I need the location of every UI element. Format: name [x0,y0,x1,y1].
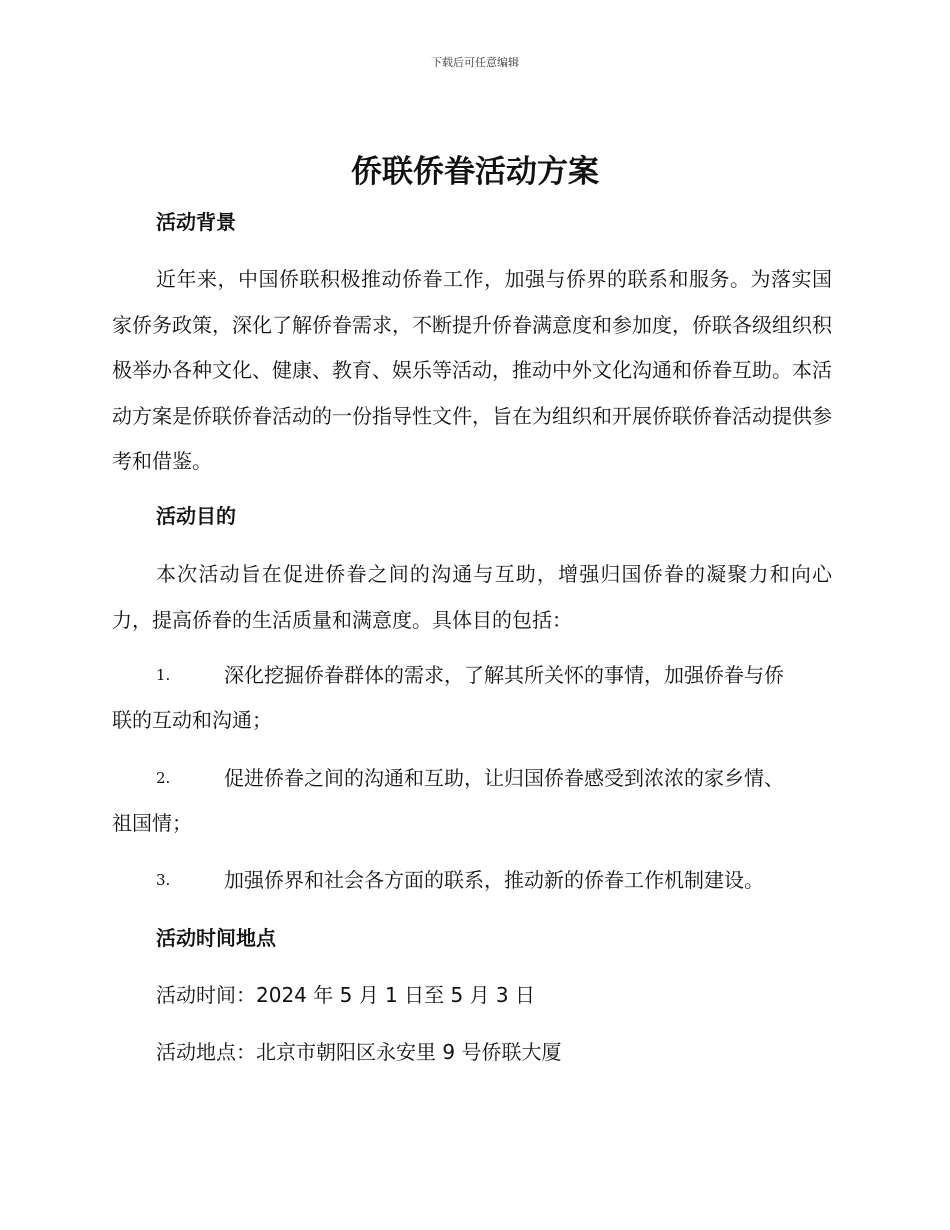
background-paragraph: 近年来，中国侨联积极推动侨眷工作，加强与侨界的联系和服务。为落实国家侨务政策，深化了解侨眷需求，不断提升侨眷满意度和参加度，侨联各级组织积极举办各种文化、健康、教育、娱乐等活动，推动中外文化沟通和侨眷互助。本活动方案是侨联侨眷活动的一份指导性文件，旨在为组织和开展侨联侨眷活动提供参考和借鉴。 [112,267,832,473]
header-note: 下载后可任意编辑 [431,56,519,69]
list-item-text: 加强侨界和社会各方面的联系，推动新的侨眷工作机制建设。 [224,868,764,892]
purpose-list-item-2 [112,756,832,846]
list-number: 1. [156,666,171,684]
activity-time: 活动时间：2024 年 5 月 1 日至 5 月 3 日 [156,983,536,1007]
list-number: 2. [156,769,171,787]
purpose-list-item-1 [112,653,832,743]
list-number: 3. [156,871,171,889]
document-title: 侨联侨眷活动方案 [351,154,599,190]
list-item-text-continued: 联的互动和沟通； [112,708,272,732]
list-item-text: 深化挖掘侨眷群体的需求，了解其所关怀的事情，加强侨眷与侨 [224,663,784,687]
activity-place: 活动地点：北京市朝阳区永安里 9 号侨联大厦 [156,1040,562,1064]
section-heading-time-place: 活动时间地点 [156,926,276,950]
purpose-list-item-3 [112,858,832,903]
list-item-text-continued: 祖国情； [112,811,192,835]
section-heading-background: 活动背景 [156,210,236,234]
list-item-text: 促进侨眷之间的沟通和互助，让归国侨眷感受到浓浓的家乡情、 [224,766,784,790]
purpose-paragraph: 本次活动旨在促进侨眷之间的沟通与互助，增强归国侨眷的凝聚力和向心力，提高侨眷的生活质量和满意度。具体目的包括： [112,562,832,632]
section-heading-purpose: 活动目的 [156,504,236,528]
